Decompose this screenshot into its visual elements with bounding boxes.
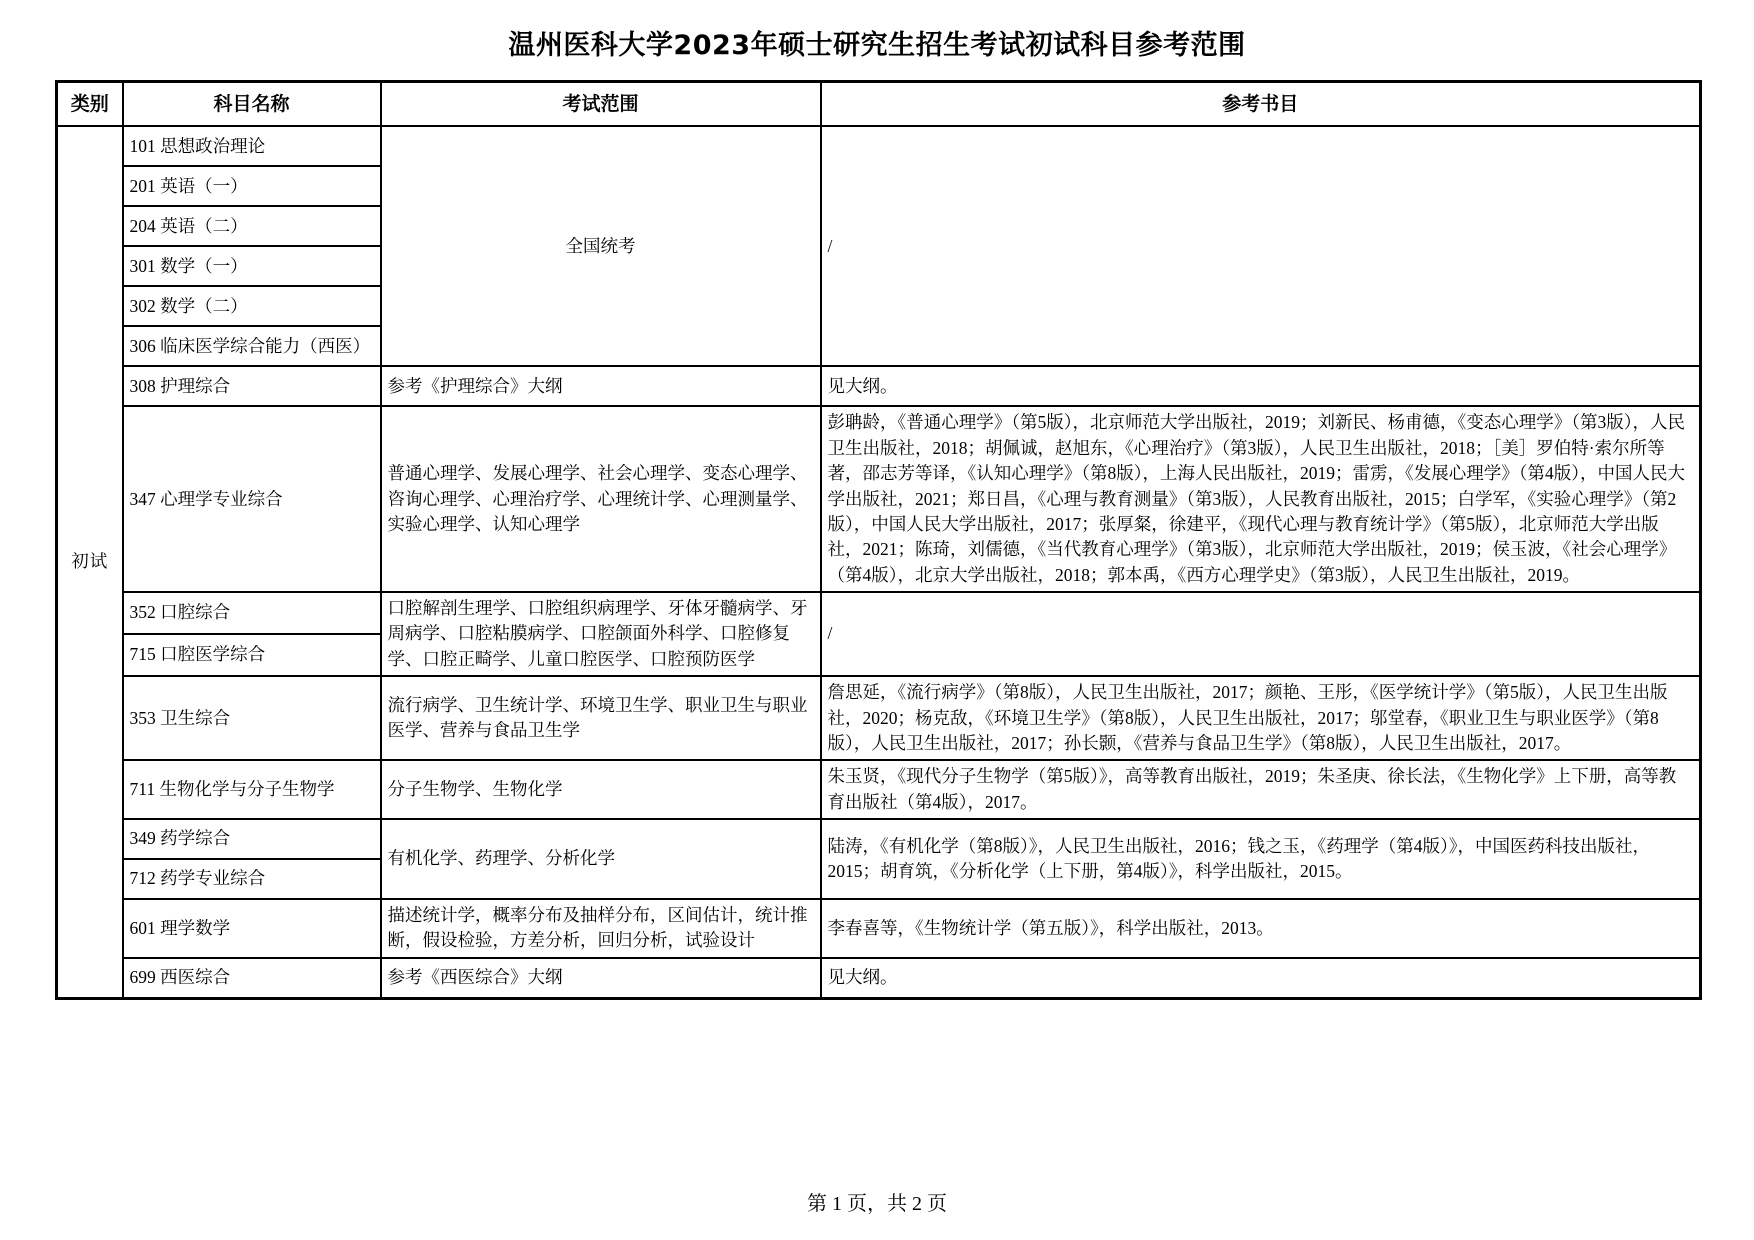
subject-name-cell: 306 临床医学综合能力（西医）	[123, 326, 381, 366]
category-cell-first-exam: 初试	[57, 126, 123, 998]
subject-name-cell: 347 心理学专业综合	[123, 406, 381, 592]
reference-books-cell: 詹思延，《流行病学》（第8版），人民卫生出版社，2017；颜艳、王彤，《医学统计学》（第5版），人民卫生出版社，2020；杨克敌，《环境卫生学》（第8版），人民卫生出版社，2017；邬堂春，《职业卫生与职业医学》（第8版），人民卫生出版社，2017；孙长颢，《营养与食品卫生学》（第8版），人民卫生出版社，2017。	[821, 676, 1701, 760]
table-row	[57, 676, 1701, 760]
table-row	[57, 760, 1701, 819]
subject-name-cell: 301 数学（一）	[123, 246, 381, 286]
page-title: 温州医科大学2023年硕士研究生招生考试初试科目参考范围	[508, 30, 1246, 61]
reference-books-cell: 见大纲。	[821, 958, 1701, 999]
exam-scope-cell: 描述统计学，概率分布及抽样分布，区间估计，统计推断，假设检验，方差分析，回归分析，试验设计	[381, 899, 821, 958]
page-footer: 第 1 页，共 2 页	[807, 1193, 947, 1215]
exam-scope-cell: 口腔解剖生理学、口腔组织病理学、牙体牙髓病学、牙周病学、口腔粘膜病学、口腔颌面外科学、口腔修复学、口腔正畸学、儿童口腔医学、口腔预防医学	[381, 592, 821, 676]
subject-name-cell: 201 英语（一）	[123, 166, 381, 206]
reference-books-cell: 朱玉贤，《现代分子生物学（第5版）》，高等教育出版社，2019；朱圣庚、徐长法，《生物化学》上下册，高等教育出版社（第4版），2017。	[821, 760, 1701, 819]
reference-books-cell-national: /	[821, 126, 1701, 366]
exam-scope-cell: 有机化学、药理学、分析化学	[381, 819, 821, 899]
table-row	[57, 126, 1701, 166]
reference-books-cell: 见大纲。	[821, 366, 1701, 406]
table-header-row	[57, 82, 1701, 127]
table-row	[57, 592, 1701, 634]
exam-scope-cell: 参考《护理综合》大纲	[381, 366, 821, 406]
subject-name-cell: 204 英语（二）	[123, 206, 381, 246]
header-exam-scope: 考试范围	[381, 82, 821, 127]
subjects-table	[55, 80, 1702, 999]
reference-books-cell: 彭聃龄，《普通心理学》（第5版），北京师范大学出版社，2019；刘新民、杨甫德，《变态心理学》（第3版），人民卫生出版社，2018；胡佩诚，赵旭东，《心理治疗》（第3版），人民卫生出版社，2018；［美］罗伯特·索尔所等著，邵志芳等译，《认知心理学》（第8版），上海人民出版社，2019；雷雳，《发展心理学》（第4版），中国人民大学出版社，2021；郑日昌，《心理与教育测量》（第3版），人民教育出版社，2015；白学军，《实验心理学》（第2版），中国人民大学出版社，2017；张厚粲，徐建平，《现代心理与教育统计学》（第5版），北京师范大学出版社，2021；陈琦，刘儒德，《当代教育心理学》（第3版），北京师范大学出版社，2019；侯玉波，《社会心理学》（第4版），北京大学出版社，2018；郭本禹，《西方心理学史》（第3版），人民卫生出版社，2019。	[821, 406, 1701, 592]
header-category: 类别	[57, 82, 123, 127]
table-row	[57, 406, 1701, 592]
subject-name-cell: 302 数学（二）	[123, 286, 381, 326]
subject-name-cell: 601 理学数学	[123, 899, 381, 958]
subject-name-cell: 715 口腔医学综合	[123, 634, 381, 676]
exam-scope-cell: 分子生物学、生物化学	[381, 760, 821, 819]
subject-name-cell: 353 卫生综合	[123, 676, 381, 760]
subject-name-cell: 308 护理综合	[123, 366, 381, 406]
subject-name-cell: 349 药学综合	[123, 819, 381, 859]
header-subject-name: 科目名称	[123, 82, 381, 127]
exam-scope-cell: 流行病学、卫生统计学、环境卫生学、职业卫生与职业医学、营养与食品卫生学	[381, 676, 821, 760]
table-row	[57, 819, 1701, 859]
reference-books-cell: /	[821, 592, 1701, 676]
reference-books-cell: 陆涛，《有机化学（第8版）》，人民卫生出版社，2016；钱之玉，《药理学（第4版）》，中国医药科技出版社，2015；胡育筑，《分析化学（上下册，第4版）》，科学出版社，2015。	[821, 819, 1701, 899]
exam-scope-cell: 参考《西医综合》大纲	[381, 958, 821, 999]
reference-books-cell: 李春喜等，《生物统计学（第五版）》，科学出版社，2013。	[821, 899, 1701, 958]
table-row	[57, 958, 1701, 999]
subject-name-cell: 712 药学专业综合	[123, 859, 381, 899]
exam-scope-cell-national: 全国统考	[381, 126, 821, 366]
table-row	[57, 366, 1701, 406]
header-reference-books: 参考书目	[821, 82, 1701, 127]
exam-scope-cell: 普通心理学、发展心理学、社会心理学、变态心理学、咨询心理学、心理治疗学、心理统计学、心理测量学、实验心理学、认知心理学	[381, 406, 821, 592]
subject-name-cell: 711 生物化学与分子生物学	[123, 760, 381, 819]
subject-name-cell: 699 西医综合	[123, 958, 381, 999]
table-container	[0, 80, 1754, 999]
table-row	[57, 899, 1701, 958]
subject-name-cell: 101 思想政治理论	[123, 126, 381, 166]
subject-name-cell: 352 口腔综合	[123, 592, 381, 634]
